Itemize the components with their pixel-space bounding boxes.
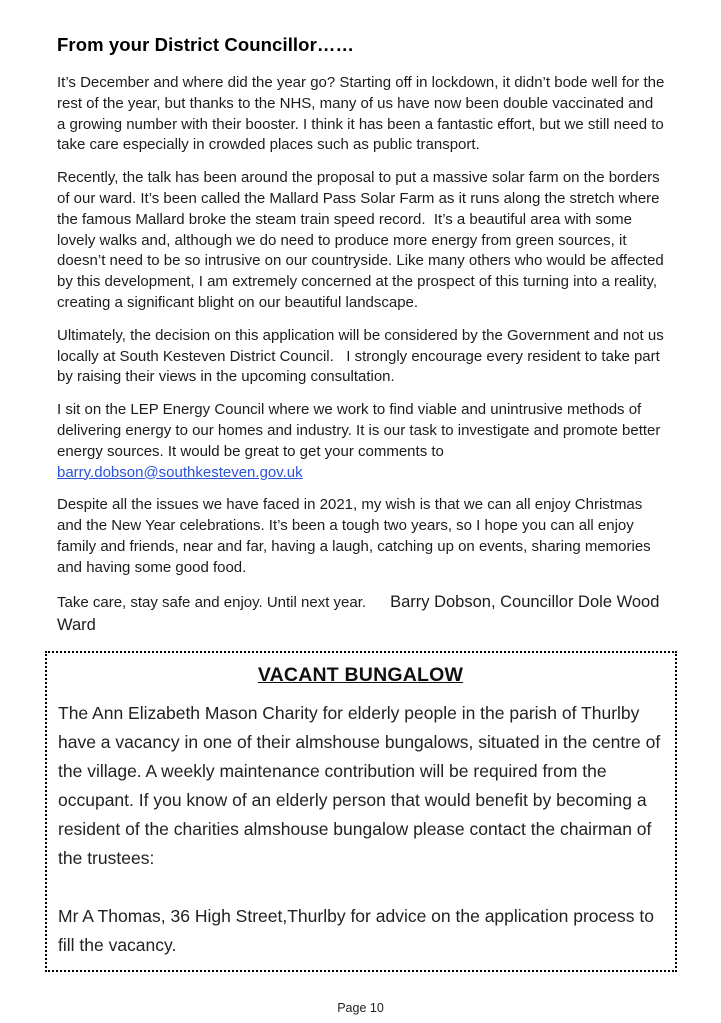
- paragraph-christmas-wish: Despite all the issues we have faced in 2021, my wish is that we can all enjoy Christmas and the New Year celebrations. It’s been a tough two years, so I hope you can all enjoy family and friends, near and far, having a laugh, catching up on events, sharing memories and having some good food.: [57, 496, 655, 576]
- paragraph-consultation: Ultimately, the decision on this application will be considered by the Government and not us locally at South Kesteven District Council. I strongly encourage every resident to take part by raising their views in the upcoming consultation.: [57, 326, 668, 386]
- paragraph-december-intro: It’s December and where did the year go? Starting off in lockdown, it didn’t bode well for the rest of the year, but thanks to the NHS, many of us have now been double vaccinated and a growing number with their booster. I think it has been a fantastic effort, but we still need to take care especially in crowded places such as public transport.: [57, 74, 669, 154]
- article-heading: From your District Councillor……: [57, 34, 355, 55]
- closing-text: Take care, stay safe and enjoy. Until next year.: [57, 593, 367, 611]
- paragraph-solar-farm: Recently, the talk has been around the proposal to put a massive solar farm on the borders of our ward. It’s been called the Mallard Pass Solar Farm as it runs along the stretch where the famous Mallard broke the steam train speed record. It’s a beautiful area with some lovely walks and, although we do need to produce more energy from green sources, it doesn’t need to be so intrusive on our countryside. Like many others who would be affected by this development, I am extremely concerned at the prospect of this turning into a reality, creating a significant blight on our beautiful landscape.: [57, 169, 668, 311]
- page-number-footer: Page 10: [337, 1001, 384, 1015]
- councillor-signature: Barry Dobson, Councillor Dole Wood Ward: [57, 592, 664, 634]
- notice-box-contact: Mr A Thomas, 36 High Street,Thurlby for advice on the application process to fill the vacancy.: [58, 905, 659, 955]
- notice-box-body: The Ann Elizabeth Mason Charity for elderly people in the parish of Thurlby have a vacancy in one of their almshouse bungalows, situated in the centre of the village. A weekly maintenance contribution will be required from the occupant. If you know of an elderly person that would benefit by becoming a resident of the charities almshouse bungalow please contact the chairman of the trustees:: [58, 702, 666, 868]
- lep-energy-text: I sit on the LEP Energy Council where we work to find viable and unintrusive methods of delivering energy to our homes and industry. It is our task to investigate and promote better energy sources. It would be great to get your comments to: [57, 401, 665, 460]
- notice-box-title: VACANT BUNGALOW: [257, 663, 464, 686]
- paragraph-closing: [57, 591, 665, 637]
- paragraph-lep-energy: [57, 400, 665, 483]
- vacant-bungalow-notice-box: [45, 651, 677, 972]
- councillor-email-link[interactable]: barry.dobson@southkesteven.gov.uk: [57, 463, 303, 481]
